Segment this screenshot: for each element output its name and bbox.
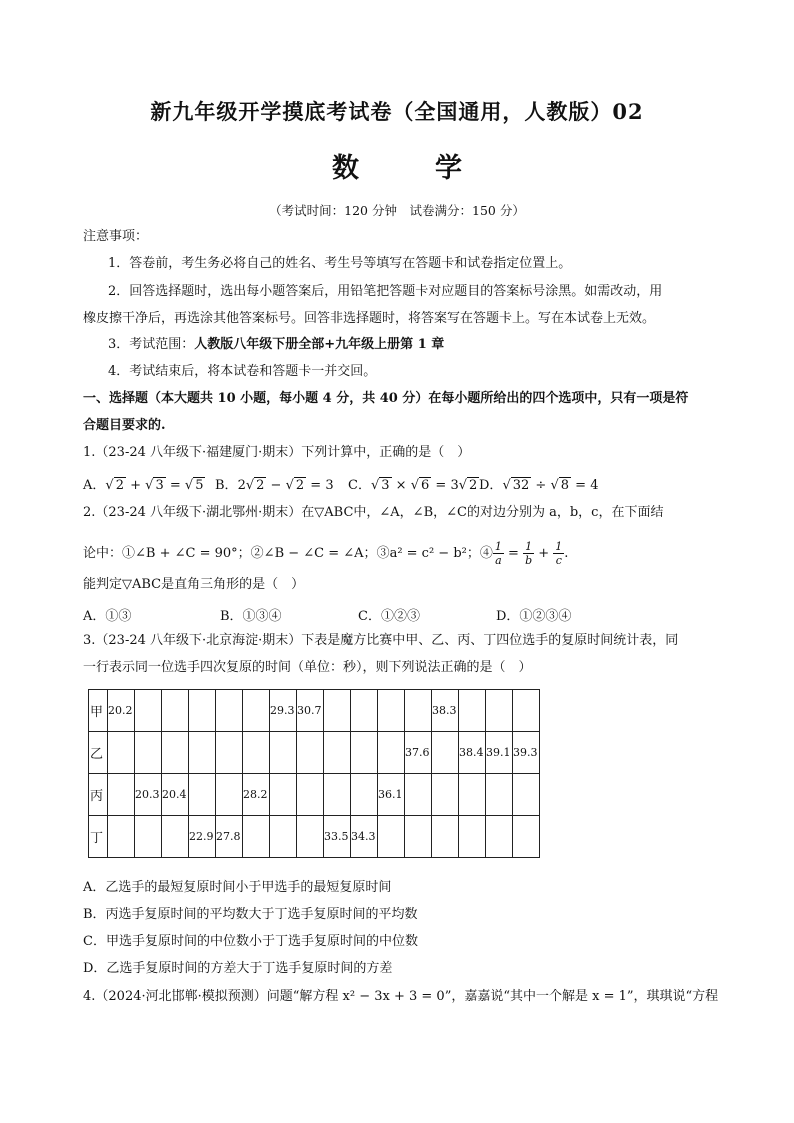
row-label-cell: 乙: [89, 732, 108, 774]
time-cell: [297, 816, 324, 858]
time-cell: [270, 732, 297, 774]
time-cell: [405, 690, 432, 732]
conclusions-prefix: 论中：: [83, 546, 123, 561]
time-cell: [243, 690, 270, 732]
time-cell: 20.2: [108, 690, 135, 732]
fraction: [493, 540, 504, 567]
operator: +: [534, 546, 554, 561]
time-cell: [216, 732, 243, 774]
operator: ÷: [531, 478, 551, 493]
time-cell: [351, 732, 378, 774]
q1-option-a: A．√ 2 + √ 3 = √ 5: [83, 478, 204, 493]
time-cell: [297, 774, 324, 816]
time-cell: [459, 816, 486, 858]
time-cell: 20.3: [135, 774, 162, 816]
notice-item-2: 2．回答选择题时，选出每小题答案后，用铅笔把答题卡对应题目的答案标号涂黑。如需改动，用: [108, 284, 663, 299]
time-cell: 38.3: [432, 690, 459, 732]
denominator: b: [525, 554, 533, 567]
notice-heading: 注意事项：: [83, 229, 149, 244]
radicand: 2: [295, 478, 305, 493]
denominator: a: [495, 554, 502, 567]
time-cell: [243, 732, 270, 774]
exam-title: 新九年级开学摸底考试卷（全国通用，人教版）02: [150, 99, 644, 124]
time-cell: [135, 816, 162, 858]
time-cell: 33.5: [324, 816, 351, 858]
radicand: 3: [155, 478, 164, 493]
radicand: 5: [195, 478, 204, 493]
exam-info: （考试时间：120 分钟 试卷满分：150 分）: [269, 203, 525, 218]
row-label-cell: 丙: [89, 774, 108, 816]
notice-item-4: 4．考试结束后，将本试卷和答题卡一并交回。: [108, 364, 377, 379]
radicand: 3: [381, 478, 390, 493]
radicand: 6: [421, 478, 430, 493]
conclusion-3: ③a² = c² − b²；: [376, 546, 480, 561]
radicand: 8: [560, 478, 570, 493]
time-cell: [243, 816, 270, 858]
notice-item-3-scope: 人教版八年级下册全部+九年级上册第 1 章: [194, 337, 445, 352]
result: = 3: [306, 478, 334, 493]
q3-option-b: B．丙选手复原时间的平均数大于丁选手复原时间的平均数: [83, 907, 418, 922]
option-label: D．: [479, 478, 503, 493]
operator: ×: [391, 478, 411, 493]
result: = 3: [431, 478, 459, 493]
time-cell: 37.6: [405, 732, 432, 774]
q2-option-a: A．①③: [83, 609, 132, 624]
time-cell: [324, 732, 351, 774]
time-cell: 29.3: [270, 690, 297, 732]
time-cell: [216, 774, 243, 816]
q1-option-b: B．2√ 2 − √ 2 = 3: [215, 478, 334, 493]
q2-stem: 2.（23-24 八年级下·湖北鄂州·期末）在▽ABC中，∠A，∠B，∠C的对边分别为 a，b，c，在下面结: [83, 505, 664, 520]
result: = 4: [571, 478, 599, 493]
numerator: 1: [555, 540, 563, 553]
notice-item-3-prefix: 3．考试范围：: [108, 337, 195, 352]
conclusion-4-marker: ④: [479, 546, 493, 561]
time-cell: 30.7: [297, 690, 324, 732]
q1-stem: 1.（23-24 八年级下·福建厦门·期末）下列计算中，正确的是（ ）: [83, 445, 471, 460]
conclusion-2: ②∠B − ∠C = ∠A；: [250, 546, 377, 561]
q2-option-b: B．①③④: [220, 609, 282, 624]
time-cell: [270, 774, 297, 816]
operator: −: [266, 478, 286, 493]
time-cell: [135, 732, 162, 774]
time-cell: [351, 690, 378, 732]
operator: =: [165, 478, 185, 493]
time-cell: [189, 690, 216, 732]
time-cell: [135, 690, 162, 732]
time-cell: 39.1: [486, 732, 513, 774]
fraction: [523, 540, 534, 567]
time-cell: [297, 732, 324, 774]
time-cell: 38.4: [459, 732, 486, 774]
operator: =: [503, 546, 524, 561]
q3-stem: 3.（23-24 八年级下·北京海淀·期末）下表是魔方比赛中甲、乙、丙、丁四位选手的复原时间统计表，同: [83, 633, 679, 648]
time-cell: [459, 774, 486, 816]
section1-heading-cont: 合题目要求的.: [83, 418, 166, 433]
time-cell: [378, 732, 405, 774]
time-cell: 28.2: [243, 774, 270, 816]
time-cell: [324, 774, 351, 816]
q2-option-d: D．①②③④: [496, 609, 572, 624]
time-cell: 39.3: [513, 732, 540, 774]
rubik-time-table: [88, 689, 540, 858]
time-cell: [108, 774, 135, 816]
q1-option-d: D．√ 32 ÷ √ 8 = 4: [479, 478, 599, 493]
operator: +: [125, 478, 146, 493]
conclusion-1: ①∠B + ∠C = 90°；: [122, 546, 251, 561]
subject-char-2: 学: [435, 153, 462, 184]
option-label: A．: [83, 478, 106, 493]
time-cell: [432, 732, 459, 774]
time-cell: [432, 774, 459, 816]
time-cell: [189, 774, 216, 816]
time-cell: [108, 816, 135, 858]
q3-stem-cont: 一行表示同一位选手四次复原的时间（单位：秒），则下列说法正确的是（ ）: [83, 660, 532, 675]
option-label: C．: [348, 478, 371, 493]
time-cell: [108, 732, 135, 774]
time-cell: [513, 816, 540, 858]
time-cell: [432, 816, 459, 858]
time-cell: [486, 774, 513, 816]
table-row: [89, 816, 540, 858]
time-cell: 27.8: [216, 816, 243, 858]
numerator: 1: [523, 540, 534, 554]
time-cell: [351, 774, 378, 816]
radicand: 2: [115, 478, 124, 493]
subject-title: [0, 146, 794, 185]
q4-stem: 4.（2024·河北邯郸·模拟预测）问题“解方程 x² − 3x + 3 = 0”，嘉嘉说“其中一个解是 x = 1”，琪琪说“方程: [83, 989, 719, 1004]
period: .: [564, 546, 569, 561]
time-cell: [513, 774, 540, 816]
notice-item-1: 1．答卷前，考生务必将自己的姓名、考生号等填写在答题卡和试卷指定位置上。: [108, 256, 572, 271]
time-cell: 20.4: [162, 774, 189, 816]
radicand: 2: [256, 478, 265, 493]
row-label-cell: 甲: [89, 690, 108, 732]
section1-heading: 一、选择题（本大题共 10 小题，每小题 4 分，共 40 分）在每小题所给出的四个选项中，只有一项是符: [83, 391, 689, 406]
time-cell: [270, 816, 297, 858]
q3-option-c: C．甲选手复原时间的中位数小于丁选手复原时间的中位数: [83, 934, 418, 949]
fraction: [553, 540, 564, 567]
radicand: 2: [469, 478, 478, 493]
q2-question: 能判定▽ABC是直角三角形的是（ ）: [83, 577, 305, 592]
time-cell: [486, 816, 513, 858]
table-row: [89, 774, 540, 816]
table-row: [89, 732, 540, 774]
q3-option-d: D．乙选手复原时间的方差大于丁选手复原时间的方差: [83, 961, 393, 976]
time-cell: 36.1: [378, 774, 405, 816]
time-cell: 22.9: [189, 816, 216, 858]
notice-item-3: [108, 336, 715, 354]
time-cell: [162, 816, 189, 858]
subject-char-1: 数: [332, 153, 359, 184]
time-cell: [324, 690, 351, 732]
coefficient: 2: [237, 478, 246, 493]
option-label: B．: [215, 478, 238, 493]
q2-option-c: C．①②③: [358, 609, 420, 624]
time-cell: 34.3: [351, 816, 378, 858]
time-cell: [378, 816, 405, 858]
time-cell: [189, 732, 216, 774]
time-cell: [162, 690, 189, 732]
time-cell: [216, 690, 243, 732]
time-cell: [378, 690, 405, 732]
time-cell: [459, 690, 486, 732]
time-cell: [405, 774, 432, 816]
time-cell: [405, 816, 432, 858]
time-cell: [162, 732, 189, 774]
q1-option-c: C．√ 3 × √ 6 = 3√ 2: [348, 478, 478, 493]
row-label-cell: 丁: [89, 816, 108, 858]
q3-option-a: A．乙选手的最短复原时间小于甲选手的最短复原时间: [83, 880, 392, 895]
time-cell: [486, 690, 513, 732]
time-cell: [513, 690, 540, 732]
radicand: 32: [512, 478, 530, 493]
numerator: 1: [494, 540, 502, 553]
notice-item-2-cont: 橡皮擦干净后，再选涂其他答案标号。回答非选择题时，将答案写在答题卡上。写在本试卷上无效。: [83, 311, 656, 326]
q2-conclusions: [83, 540, 715, 567]
denominator: c: [555, 554, 562, 567]
table-row: [89, 690, 540, 732]
